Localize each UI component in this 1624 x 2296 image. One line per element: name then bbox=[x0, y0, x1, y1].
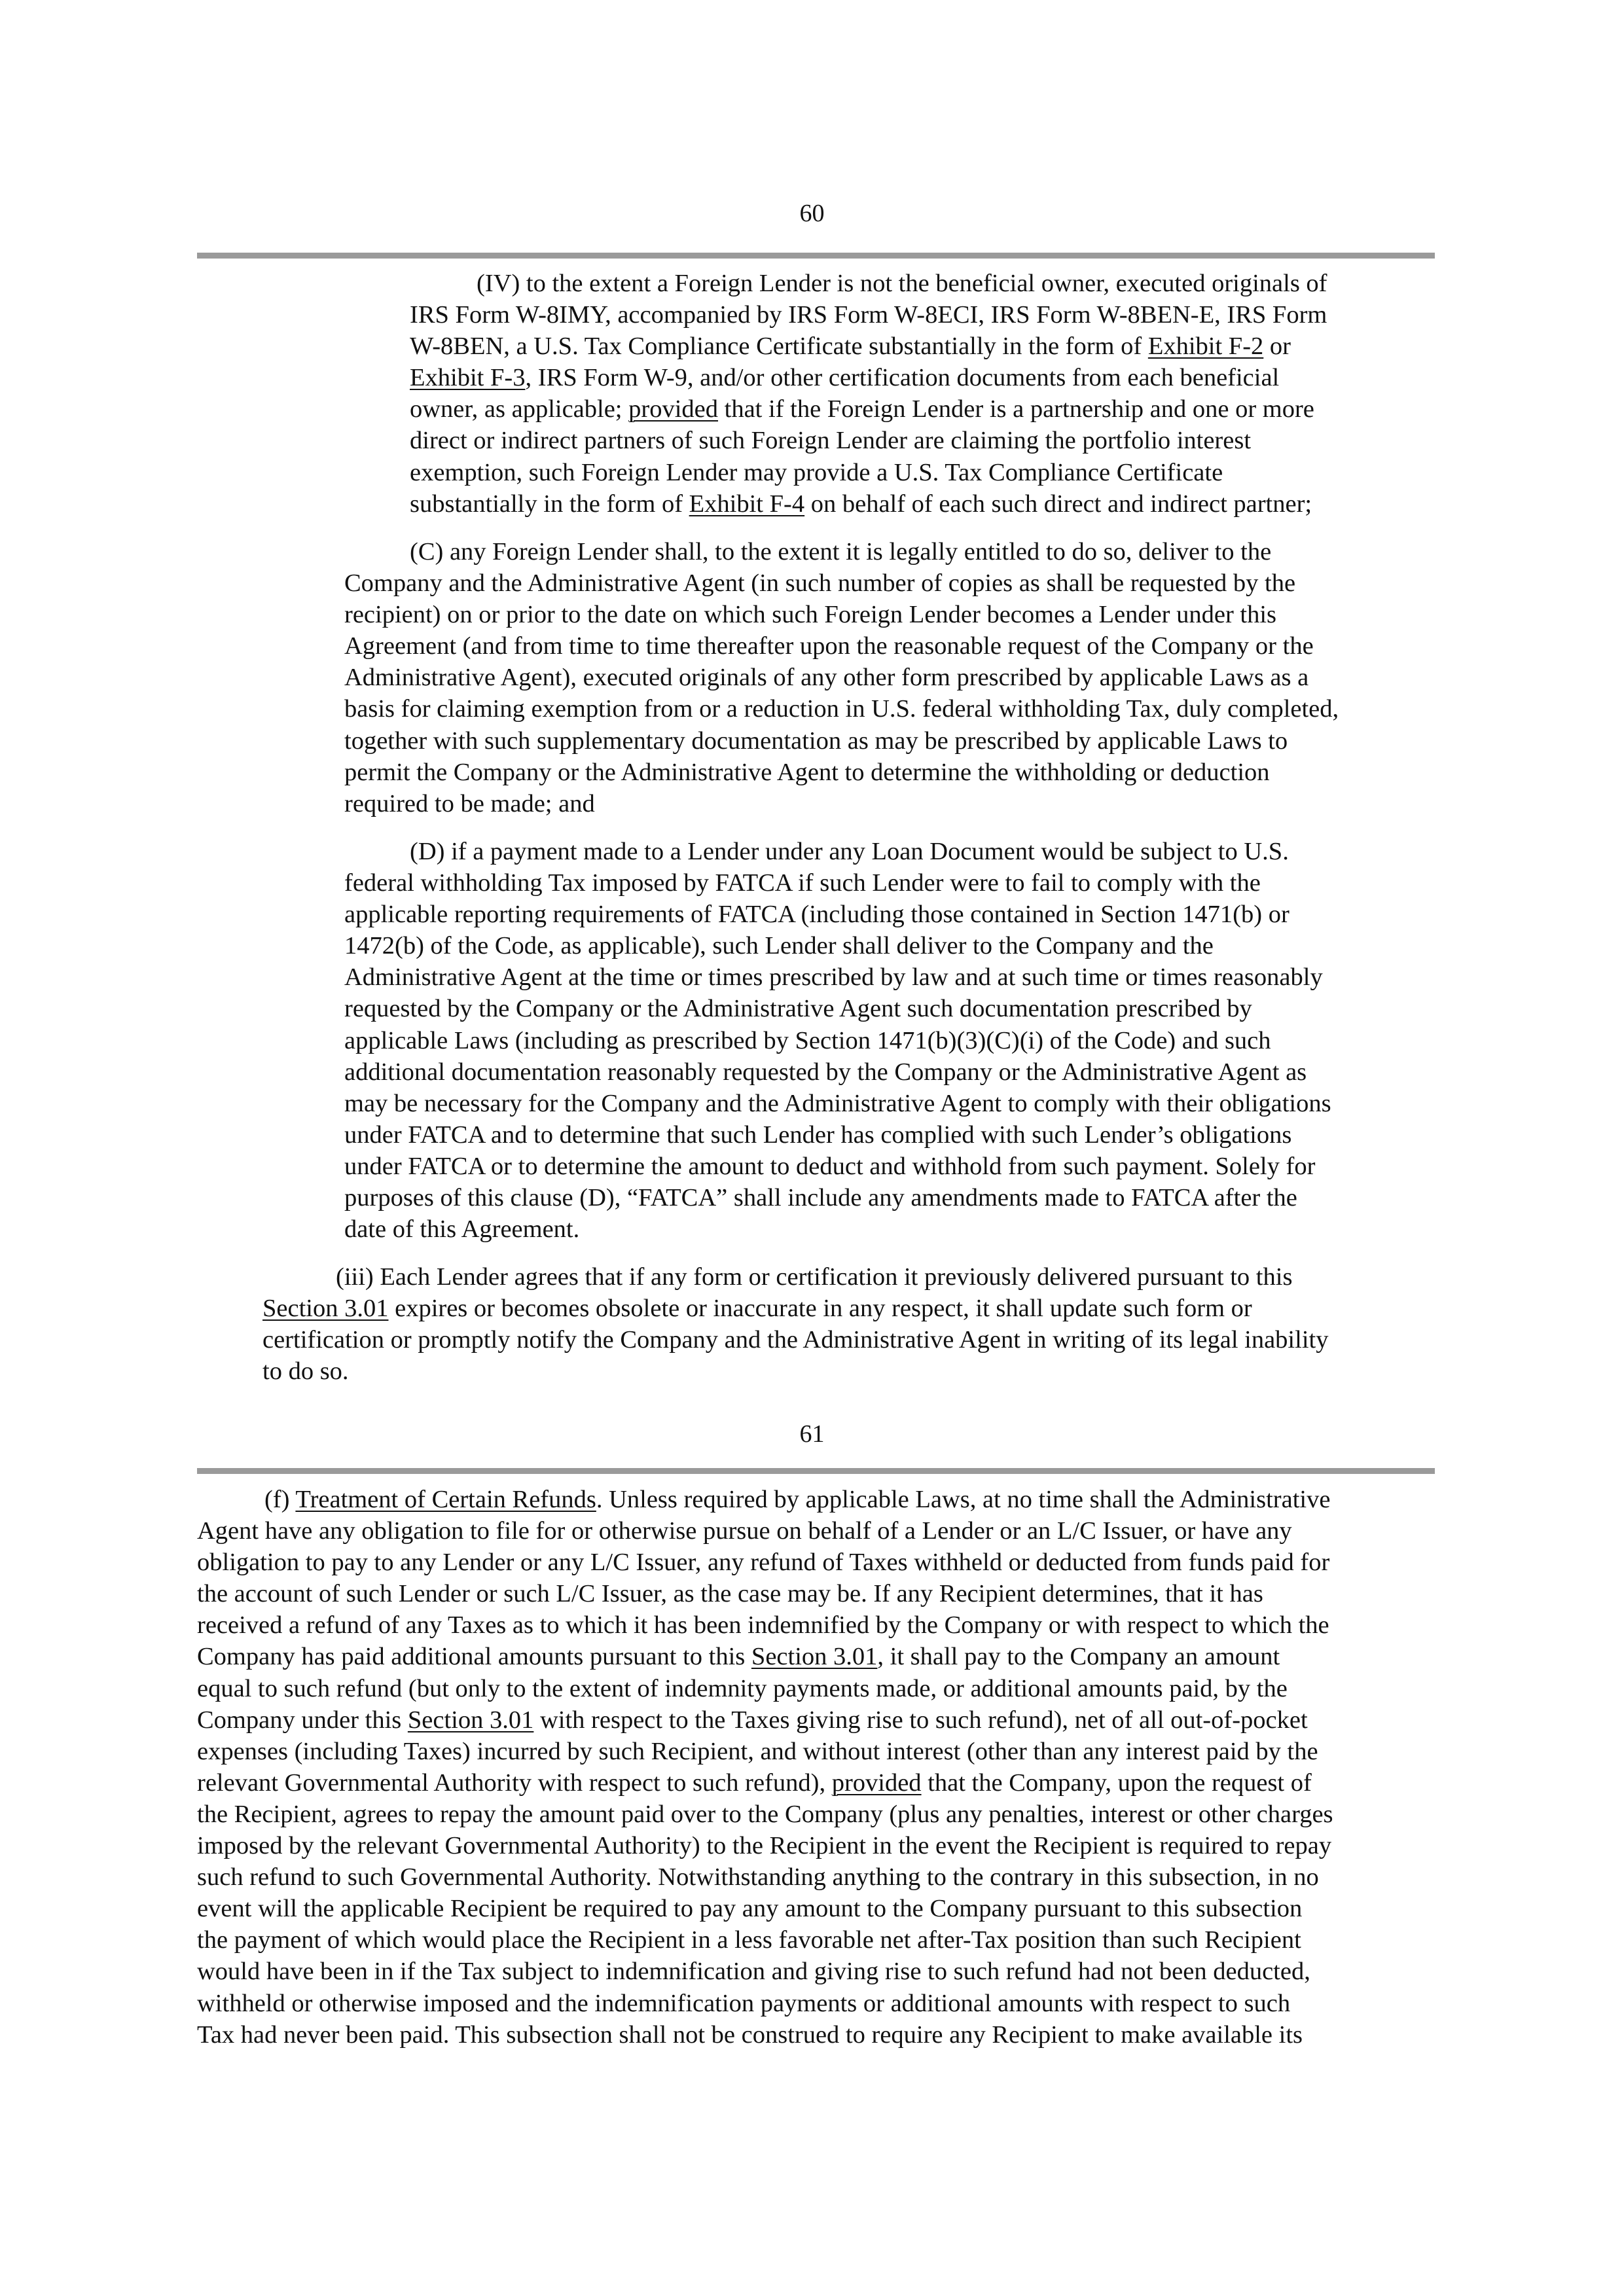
paragraph-f-line-18: Tax had never been paid. This subsection shall not be construed to require any Recipient to make available its bbox=[197, 2020, 1303, 2049]
paragraph-c-line-9: required to be made; and bbox=[344, 789, 595, 817]
text-run: W-8BEN, a U.S. Tax Compliance Certificate substantially in the form of bbox=[410, 332, 1148, 361]
paragraph-f-line-4: the account of such Lender or such L/C Issuer, as the case may be. If any Recipient determines, that it has bbox=[197, 1580, 1263, 1608]
paragraph-iv-line-5 bbox=[410, 393, 1327, 425]
page-number-top: 60 bbox=[799, 200, 825, 227]
exhibit-f3-reference: Exhibit F-3 bbox=[410, 364, 526, 392]
paragraph-c-line-6: basis for claiming exemption from or a reduction in U.S. federal withholding Tax, duly completed, bbox=[344, 695, 1339, 723]
exhibit-f2-reference: Exhibit F-2 bbox=[1147, 332, 1264, 361]
text-run: , IRS Form W-9, and/or other certification documents from each beneficial bbox=[525, 364, 1280, 392]
paragraph-f-line-3: obligation to pay to any Lender or any L/C Issuer, any refund of Taxes withheld or deducted from funds paid for bbox=[197, 1549, 1330, 1577]
paragraph-iv-line-1: (IV) to the extent a Foreign Lender is not the beneficial owner, executed originals of bbox=[477, 270, 1327, 297]
paragraph-c-line-7: together with such supplementary documentation as may be prescribed by applicable Laws to bbox=[344, 726, 1288, 755]
paragraph-iv-line-8 bbox=[410, 488, 1327, 520]
paragraph-d-line-12: purposes of this clause (D), “FATCA” shall include any amendments made to FATCA after the bbox=[344, 1184, 1297, 1212]
provided-term: provided bbox=[628, 395, 718, 423]
text-run: substantially in the form of bbox=[410, 490, 689, 518]
paragraph-f-line-12: imposed by the relevant Governmental Authority) to the Recipient in the event the Recipient is required to repay bbox=[197, 1832, 1332, 1860]
text-run: Company has paid additional amounts pursuant to this bbox=[197, 1643, 751, 1671]
section-3-01-reference: Section 3.01 bbox=[262, 1295, 389, 1323]
section-3-01-reference: Section 3.01 bbox=[407, 1706, 534, 1734]
paragraph-f-line-1 bbox=[197, 1484, 1333, 1515]
paragraph-d-line-2: federal withholding Tax imposed by FATCA if such Lender were to fail to comply with the bbox=[344, 869, 1261, 897]
text-run: Company under this bbox=[197, 1706, 408, 1734]
paragraph-c-line-8: permit the Company or the Administrative Agent to determine the withholding or deduction bbox=[344, 758, 1270, 786]
page-number-middle: 61 bbox=[799, 1420, 825, 1448]
paragraph-iv bbox=[410, 268, 1327, 520]
paragraph-c-line-5: Administrative Agent), executed originals of any other form prescribed by applicable Laws as a bbox=[344, 664, 1309, 692]
text-run: that the Company, upon the request of bbox=[921, 1768, 1312, 1797]
paragraph-c-line-3: recipient) on or prior to the date on which such Foreign Lender becomes a Lender under this bbox=[344, 601, 1277, 629]
text-run: that if the Foreign Lender is a partnership and one or more bbox=[718, 395, 1314, 423]
page-divider-top bbox=[197, 253, 1435, 259]
text-run: owner, as applicable; bbox=[410, 395, 629, 423]
paragraph-iii-line-1: (iii) Each Lender agrees that if any form or certification it previously delivered pursuant to this bbox=[336, 1263, 1293, 1291]
paragraph-c-line-2: Company and the Administrative Agent (in such number of copies as shall be requested by the bbox=[344, 569, 1296, 598]
page-divider-middle bbox=[197, 1468, 1435, 1474]
paragraph-iv-line-7: exemption, such Foreign Lender may provide a U.S. Tax Compliance Certificate bbox=[410, 458, 1223, 486]
paragraph-d-line-8: additional documentation reasonably requested by the Company or the Administrative Agent as bbox=[344, 1058, 1307, 1086]
text-run: . Unless required by applicable Laws, at no time shall the Administrative bbox=[596, 1486, 1331, 1513]
paragraph-d-line-11: under FATCA or to determine the amount to deduct and withhold from such payment. Solely for bbox=[344, 1152, 1316, 1180]
provided-term: provided bbox=[831, 1768, 922, 1797]
paragraph-d-line-7: applicable Laws (including as prescribed by Section 1471(b)(3)(C)(i) of the Code) and such bbox=[344, 1026, 1271, 1054]
paragraph-f-line-8 bbox=[197, 1704, 1333, 1736]
paragraph-f-line-5: received a refund of any Taxes as to which it has been indemnified by the Company or with respect to which the bbox=[197, 1611, 1329, 1640]
text-run: with respect to the Taxes giving rise to such refund), net of all out-of-pocket bbox=[533, 1706, 1308, 1734]
section-3-01-reference: Section 3.01 bbox=[751, 1643, 878, 1671]
paragraph-f-line-2: Agent have any obligation to file for or otherwise pursue on behalf of a Lender or an L/C Issuer, or have any bbox=[197, 1517, 1292, 1545]
paragraph-d-line-3: applicable reporting requirements of FATCA (including those contained in Section 1471(b) or bbox=[344, 901, 1290, 929]
text-run: relevant Governmental Authority with respect to such refund), bbox=[197, 1768, 832, 1797]
exhibit-f4-reference: Exhibit F-4 bbox=[689, 490, 805, 518]
text-run: or bbox=[1263, 332, 1291, 361]
section-heading-treatment-of-certain-refunds: Treatment of Certain Refunds bbox=[295, 1486, 596, 1513]
paragraph-iii-line-4: to do so. bbox=[262, 1357, 349, 1386]
paragraph-f-line-10 bbox=[197, 1767, 1333, 1799]
paragraph-f-line-6 bbox=[197, 1641, 1333, 1672]
paragraph-d-line-4: 1472(b) of the Code, as applicable), such Lender shall deliver to the Company and the bbox=[344, 932, 1214, 960]
paragraph-iii bbox=[262, 1261, 1328, 1387]
paragraph-d-line-9: may be necessary for the Company and the Administrative Agent to comply with their obligations bbox=[344, 1089, 1331, 1117]
paragraph-f-line-9: expenses (including Taxes) incurred by such Recipient, and without interest (other than any interest paid by the bbox=[197, 1737, 1318, 1765]
text-run: expires or becomes obsolete or inaccurate in any respect, it shall update such form or bbox=[388, 1295, 1252, 1323]
paragraph-f-line-13: such refund to such Governmental Authority. Notwithstanding anything to the contrary in this subsection, in no bbox=[197, 1863, 1319, 1892]
paragraph-c-line-1: (C) any Foreign Lender shall, to the extent it is legally entitled to do so, deliver to the bbox=[410, 538, 1272, 565]
paragraph-f-line-14: event will the applicable Recipient be required to pay any amount to the Company pursuant to this subsection bbox=[197, 1895, 1303, 1923]
paragraph-d-line-1: (D) if a payment made to a Lender under any Loan Document would be subject to U.S. bbox=[410, 838, 1289, 865]
paragraph-iii-line-3: certification or promptly notify the Company and the Administrative Agent in writing of its legal inability bbox=[262, 1326, 1329, 1354]
paragraph-f-line-11: the Recipient, agrees to repay the amount paid over to the Company (plus any penalties, interest or other charges bbox=[197, 1800, 1333, 1828]
paragraph-f-line-7: equal to such refund (but only to the extent of indemnity payments made, or additional amounts paid, by the bbox=[197, 1674, 1288, 1702]
paragraph-d-line-10: under FATCA and to determine that such Lender has complied with such Lender’s obligations bbox=[344, 1121, 1292, 1149]
paragraph-f-line-17: withheld or otherwise imposed and the indemnification payments or additional amounts with respect to such bbox=[197, 1989, 1291, 2017]
paragraph-c bbox=[344, 536, 1339, 819]
paragraph-f-line-16: would have been in if the Tax subject to indemnification and giving rise to such refund had not been deducted, bbox=[197, 1958, 1310, 1986]
paragraph-iii-line-2 bbox=[262, 1293, 1328, 1324]
paragraph-iv-line-2: IRS Form W-8IMY, accompanied by IRS Form W-8ECI, IRS Form W-8BEN-E, IRS Form bbox=[410, 301, 1327, 329]
paragraph-d-line-5: Administrative Agent at the time or times prescribed by law and at such time or times reasonably bbox=[344, 963, 1323, 992]
paragraph-iv-line-4 bbox=[410, 362, 1327, 393]
paragraph-d-line-13: date of this Agreement. bbox=[344, 1215, 580, 1244]
paragraph-d-line-6: requested by the Company or the Administrative Agent such documentation prescribed by bbox=[344, 995, 1252, 1023]
text-run: , it shall pay to the Company an amount bbox=[877, 1643, 1280, 1671]
paragraph-c-line-4: Agreement (and from time to time thereafter upon the reasonable request of the Company or the bbox=[344, 632, 1314, 660]
paragraph-f bbox=[197, 1484, 1333, 2051]
text-run: on behalf of each such direct and indirect partner; bbox=[804, 490, 1312, 518]
paragraph-f-line-15: the payment of which would place the Recipient in a less favorable net after-Tax position than such Recipient bbox=[197, 1926, 1301, 1954]
paragraph-d bbox=[344, 836, 1331, 1245]
paragraph-iv-line-6: direct or indirect partners of such Foreign Lender are claiming the portfolio interest bbox=[410, 427, 1252, 455]
text-run: (f) bbox=[264, 1486, 296, 1513]
paragraph-iv-line-3 bbox=[410, 331, 1327, 362]
